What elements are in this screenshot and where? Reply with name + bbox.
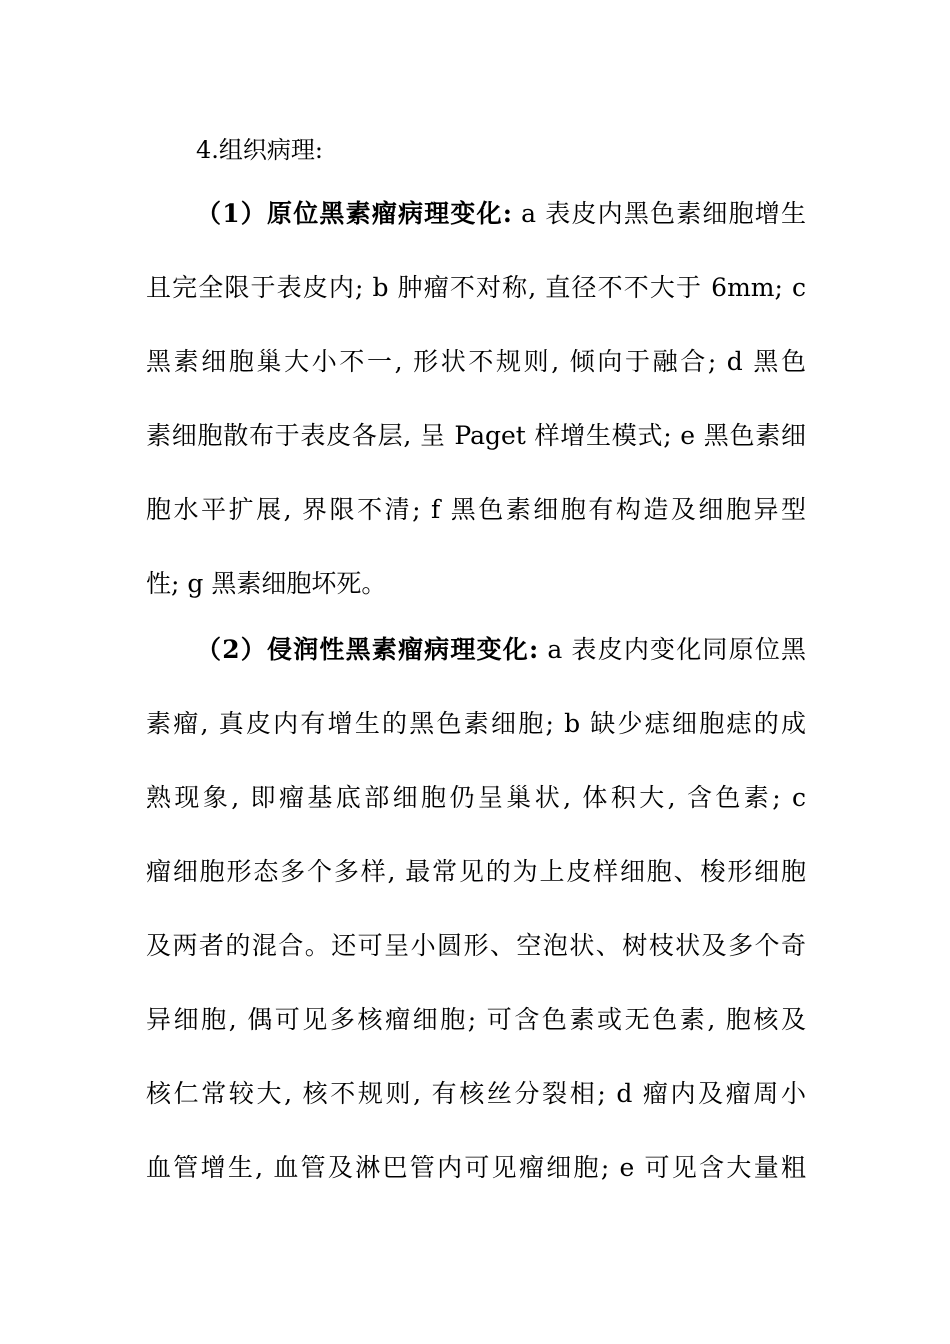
section-heading: 4.组织病理: <box>196 136 323 164</box>
paragraph-1-line-3: 黑素细胞巢大小不一, 形状不规则, 倾向于融合; d 黑色 <box>146 347 806 376</box>
paragraph-2-line-8: 血管增生, 血管及淋巴管内可见瘤细胞; e 可见含大量粗 <box>146 1153 806 1182</box>
paragraph-1-label: （1）原位黑素瘤病理变化: <box>196 199 513 228</box>
paragraph-1-line-5: 胞水平扩展, 界限不清; f 黑色素细胞有构造及细胞异型 <box>146 495 806 524</box>
paragraph-1-line-2: 且完全限于表皮内; b 肿瘤不对称, 直径不不大于 6mm; c <box>146 273 806 302</box>
paragraph-2-line-4: 瘤细胞形态多个多样, 最常见的为上皮样细胞、梭形细胞 <box>146 857 806 886</box>
paragraph-1-line-4: 素细胞散布于表皮各层, 呈 Paget 样增生模式; e 黑色素细 <box>146 421 806 450</box>
paragraph-2-line-5: 及两者的混合。还可呈小圆形、空泡状、树枝状及多个奇 <box>146 931 806 960</box>
paragraph-1-text: a 表皮内黑色素细胞增生 <box>521 199 806 228</box>
paragraph-2-line-2: 素瘤, 真皮内有增生的黑色素细胞; b 缺少痣细胞痣的成 <box>146 709 806 738</box>
paragraph-2-label: （2）侵润性黑素瘤病理变化: <box>196 635 539 664</box>
paragraph-2-line-3: 熟现象, 即瘤基底部细胞仍呈巢状, 体积大, 含色素; c <box>146 783 806 812</box>
paragraph-2-line-6: 异细胞, 偶可见多核瘤细胞; 可含色素或无色素, 胞核及 <box>146 1005 806 1034</box>
paragraph-2-text: a 表皮内变化同原位黑 <box>547 635 806 664</box>
paragraph-1-line-1 <box>196 196 806 232</box>
paragraph-2-line-7: 核仁常较大, 核不规则, 有核丝分裂相; d 瘤内及瘤周小 <box>146 1079 806 1108</box>
paragraph-1-line-6: 性; g 黑素细胞坏死。 <box>146 569 387 598</box>
paragraph-2-line-1 <box>196 632 806 668</box>
